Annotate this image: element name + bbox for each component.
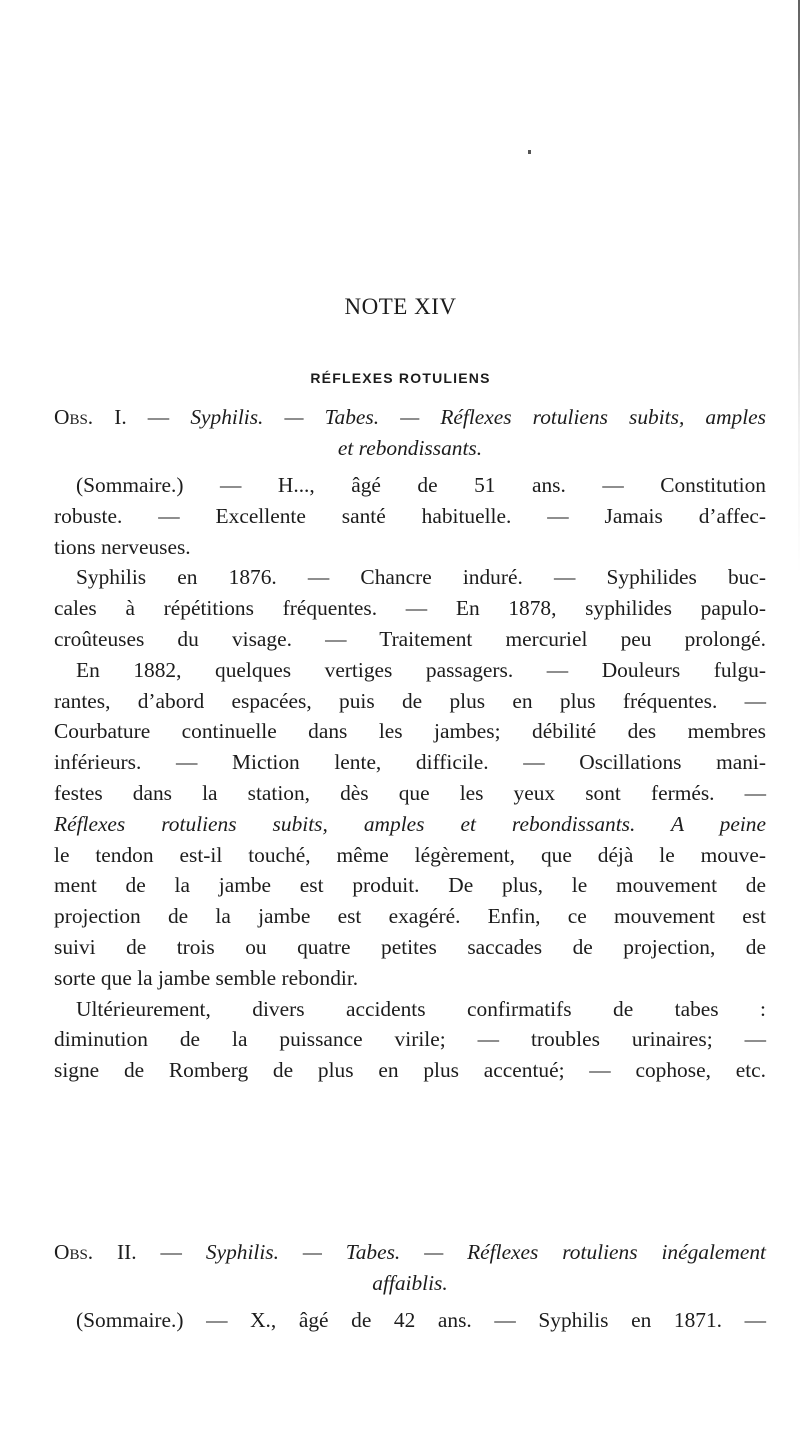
obs2-heading — [54, 1237, 766, 1299]
page-edge-shadow — [798, 0, 800, 1438]
obs1-line: festes dans la station, dès que les yeux sont fermés. — — [54, 780, 766, 805]
obs1-line: sorte que la jambe semble rebondir. — [54, 965, 359, 990]
obs1-line: projection de la jambe est exagéré. Enfin, ce mouvement est — [54, 904, 766, 929]
obs1-line: inférieurs. — Miction lente, difficile. — Oscillations mani- — [54, 750, 766, 775]
obs1-line: cales à répétitions fréquentes. — En 1878, syphilides papulo- — [54, 596, 766, 621]
obs1-heading-line1 — [54, 402, 766, 433]
obs1-line: tions nerveuses. — [54, 534, 191, 559]
obs1-line: Syphilis en 1876. — Chancre induré. — Syphilides buc- — [76, 565, 766, 590]
obs1-line: Ultérieurement, divers accidents confirmatifs de tabes : — [76, 996, 766, 1021]
obs1-line: Courbature continuelle dans les jambes; débilité des membres — [54, 719, 766, 744]
obs1-line: suivi de trois ou quatre petites saccades de projection, de — [54, 934, 766, 959]
obs1-line: rantes, d’abord espacées, puis de plus en plus fréquentes. — — [54, 688, 766, 713]
obs1-title-line2: et rebondissants. — [337, 435, 483, 460]
obs1-body — [54, 470, 766, 1086]
print-speck — [528, 150, 531, 154]
note-title: NOTE XIV — [344, 294, 457, 319]
obs1-line: (Sommaire.) — H..., âgé de 51 ans. — Constitution — [76, 473, 766, 497]
obs1-label: Obs. I. — — [54, 405, 170, 429]
obs2-label: Obs. II. — — [54, 1240, 182, 1264]
obs1-line: robuste. — Excellente santé habituelle. — Jamais d’affec- — [54, 503, 766, 528]
obs2-line: (Sommaire.) — X., âgé de 42 ans. — Syphilis en 1871. — — [76, 1308, 766, 1332]
obs1-line: signe de Romberg de plus en plus accentué; — cophose, etc. — [54, 1058, 766, 1083]
obs2-body — [54, 1305, 766, 1336]
section-title: RÉFLEXES ROTULIENS — [310, 370, 491, 386]
obs1-line: Réflexes rotuliens subits, amples et rebondissants. A peine — [54, 811, 766, 836]
obs1-title-line1: Syphilis. — Tabes. — Réflexes rotuliens subits, amples — [190, 405, 766, 429]
obs2-title-line1: Syphilis. — Tabes. — Réflexes rotuliens inégalement — [205, 1240, 766, 1264]
obs2-title-line2: affaiblis. — [372, 1270, 448, 1295]
obs1-line: diminution de la puissance virile; — troubles urinaires; — — [54, 1027, 766, 1052]
obs1-line: le tendon est-il touché, même légèrement, que déjà le mouve- — [54, 842, 766, 867]
obs1-line: ment de la jambe est produit. De plus, le mouvement de — [54, 873, 766, 898]
obs2-heading-line1 — [54, 1237, 766, 1268]
obs1-heading — [54, 402, 766, 464]
obs1-line: croûteuses du visage. — Traitement mercuriel peu prolongé. — [54, 626, 766, 651]
obs1-line: En 1882, quelques vertiges passagers. — Douleurs fulgu- — [76, 657, 766, 682]
